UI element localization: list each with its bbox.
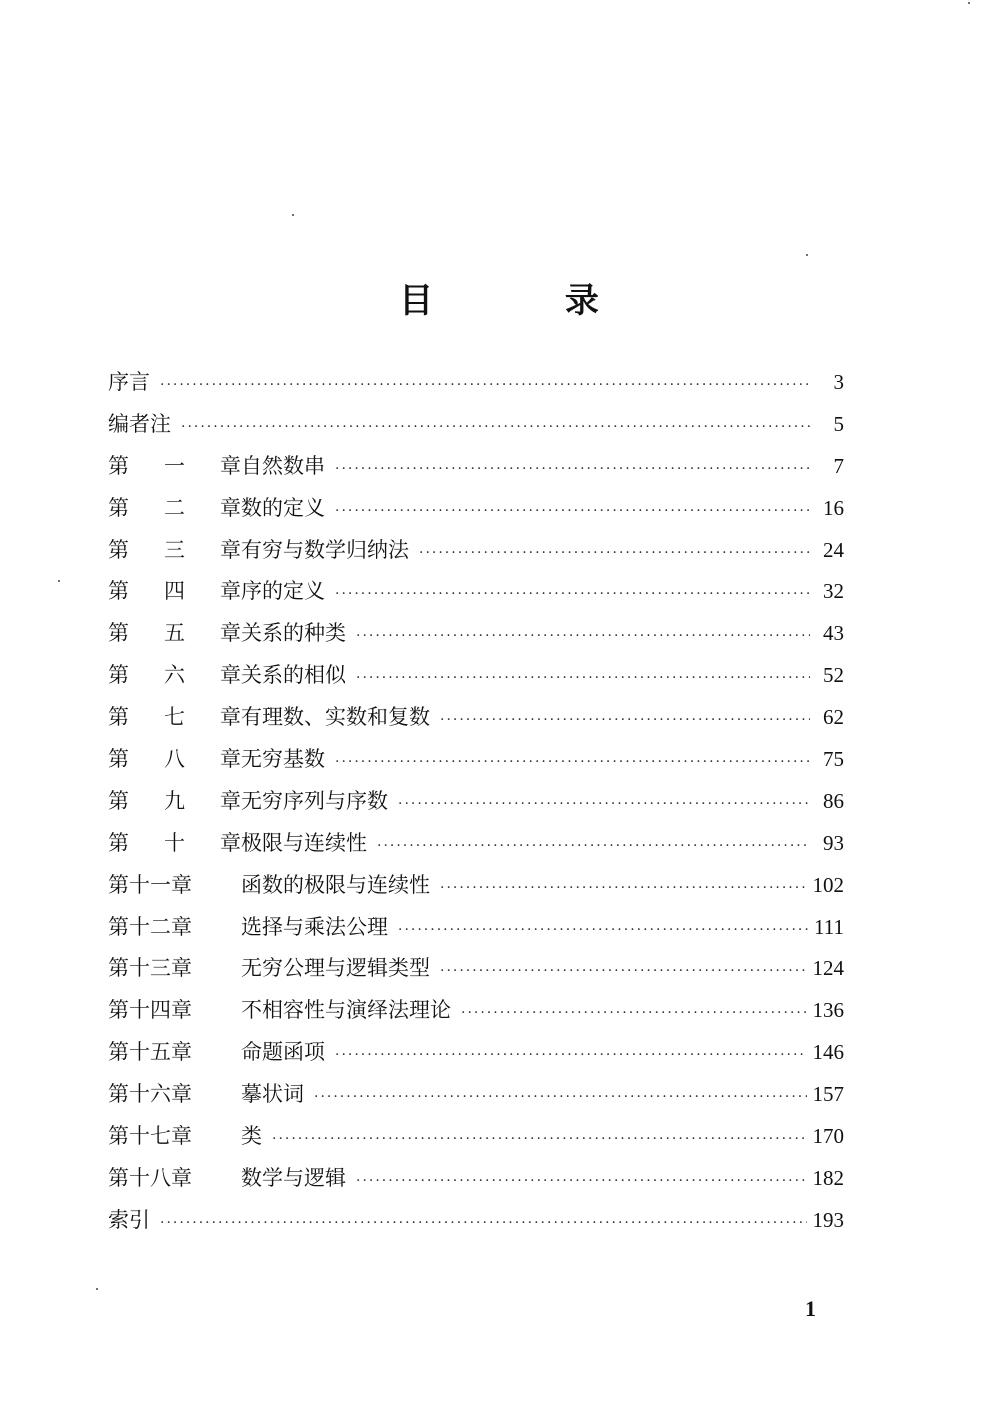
toc-heading: 数的定义 (241, 495, 325, 520)
toc-entry (108, 362, 844, 404)
scan-speck (292, 214, 294, 216)
toc-heading: 不相容性与演绎法理论 (241, 998, 451, 1023)
toc-entry (108, 404, 844, 446)
toc-entry (108, 1158, 844, 1200)
toc-leader-dots (181, 407, 810, 449)
toc-chapter-label: 第一章 (108, 453, 241, 478)
toc-entry (108, 823, 844, 865)
toc-heading: 极限与连续性 (241, 830, 367, 855)
toc-leader-dots (272, 1119, 807, 1161)
toc-page-number: 111 (814, 914, 844, 939)
toc-page-number: 7 (833, 453, 844, 478)
toc-page-number: 75 (823, 747, 844, 772)
page-title: 目 录 (399, 281, 659, 321)
toc-heading: 函数的极限与连续性 (241, 872, 430, 897)
toc-heading: 无穷序列与序数 (241, 788, 388, 813)
toc-leader-dots (440, 700, 810, 742)
toc-page-number: 16 (823, 495, 844, 520)
toc-leader-dots (356, 616, 810, 658)
toc-entry (108, 697, 844, 739)
toc-entry (108, 948, 844, 990)
toc-page-number: 43 (823, 621, 844, 646)
toc-entry (108, 1074, 844, 1116)
toc-page-number: 32 (823, 579, 844, 604)
scan-speck (96, 1288, 98, 1290)
toc-heading: 数学与逻辑 (241, 1165, 346, 1190)
scan-speck (806, 254, 808, 256)
toc-page-number: 52 (823, 663, 844, 688)
toc-heading: 摹状词 (241, 1082, 304, 1107)
toc-page-number: 93 (823, 830, 844, 855)
toc-leader-dots (335, 491, 810, 533)
toc-leader-dots (335, 1035, 807, 1077)
toc-page-number: 3 (833, 370, 844, 394)
toc-leader-dots (335, 449, 810, 491)
toc-heading: 类 (241, 1124, 262, 1149)
toc-leader-dots (398, 784, 810, 826)
toc-chapter-label: 第十四章 (108, 998, 192, 1023)
toc-heading: 关系的相似 (241, 663, 346, 688)
toc-leader-dots (356, 1161, 807, 1203)
toc-heading: 关系的种类 (241, 621, 346, 646)
toc-leader-dots (398, 910, 808, 952)
toc-chapter-label: 第十章 (108, 830, 241, 855)
toc-page-number: 124 (812, 956, 844, 981)
toc-heading: 无穷基数 (241, 747, 325, 772)
toc-page-number: 24 (823, 537, 844, 562)
toc-entry (108, 1032, 844, 1074)
toc-page-number: 170 (812, 1124, 844, 1149)
toc-leader-dots (335, 742, 810, 784)
toc-leader-dots (440, 868, 807, 910)
toc-page-number: 5 (833, 411, 844, 436)
toc-heading: 索引 (108, 1207, 150, 1232)
toc-leader-dots (377, 826, 810, 868)
toc-page-number: 193 (812, 1207, 844, 1232)
toc-entry (108, 655, 844, 697)
toc-entry (108, 781, 844, 823)
toc-entry (108, 613, 844, 655)
toc-heading: 命题函项 (241, 1040, 325, 1065)
toc-page-number: 182 (812, 1165, 844, 1190)
scan-speck (968, 2, 970, 4)
toc-heading: 编者注 (108, 411, 171, 436)
toc-page-number: 136 (812, 998, 844, 1023)
toc-entry (108, 1200, 844, 1242)
table-of-contents (108, 362, 844, 1242)
toc-leader-dots (356, 658, 810, 700)
toc-leader-dots (461, 993, 807, 1035)
toc-chapter-label: 第十一章 (108, 872, 192, 897)
toc-entry (108, 530, 844, 572)
toc-chapter-label: 第十三章 (108, 956, 192, 981)
toc-chapter-label: 第十二章 (108, 914, 192, 939)
toc-entry (108, 446, 844, 488)
toc-chapter-label: 第十六章 (108, 1082, 192, 1107)
toc-chapter-label: 第十八章 (108, 1165, 192, 1190)
toc-entry (108, 990, 844, 1032)
toc-page-number: 157 (812, 1082, 844, 1107)
toc-leader-dots (335, 574, 810, 616)
toc-chapter-label: 第六章 (108, 663, 241, 688)
page-number: 1 (805, 1296, 816, 1321)
toc-leader-dots (160, 365, 810, 407)
toc-page-number: 62 (823, 705, 844, 730)
toc-heading: 自然数串 (241, 453, 325, 478)
toc-heading: 无穷公理与逻辑类型 (241, 956, 430, 981)
toc-entry (108, 571, 844, 613)
toc-chapter-label: 第三章 (108, 537, 241, 562)
toc-heading: 有理数、实数和复数 (241, 705, 430, 730)
toc-entry (108, 739, 844, 781)
toc-leader-dots (160, 1203, 807, 1245)
toc-heading: 有穷与数学归纳法 (241, 537, 409, 562)
toc-page-number: 146 (812, 1040, 844, 1065)
toc-leader-dots (314, 1077, 807, 1119)
toc-chapter-label: 第五章 (108, 621, 241, 646)
toc-chapter-label: 第十七章 (108, 1124, 192, 1149)
toc-page-number: 86 (823, 788, 844, 813)
toc-chapter-label: 第九章 (108, 788, 241, 813)
toc-entry (108, 907, 844, 949)
toc-chapter-label: 第四章 (108, 579, 241, 604)
toc-entry (108, 1116, 844, 1158)
toc-entry (108, 865, 844, 907)
toc-chapter-label: 第八章 (108, 747, 241, 772)
toc-page-number: 102 (812, 872, 844, 897)
scan-speck (58, 580, 60, 582)
toc-heading: 选择与乘法公理 (241, 914, 388, 939)
toc-leader-dots (440, 951, 807, 993)
toc-chapter-label: 第十五章 (108, 1040, 192, 1065)
toc-chapter-label: 第二章 (108, 495, 241, 520)
toc-heading: 序言 (108, 370, 150, 394)
toc-heading: 序的定义 (241, 579, 325, 604)
toc-chapter-label: 第七章 (108, 705, 241, 730)
toc-leader-dots (419, 533, 810, 575)
toc-entry (108, 488, 844, 530)
